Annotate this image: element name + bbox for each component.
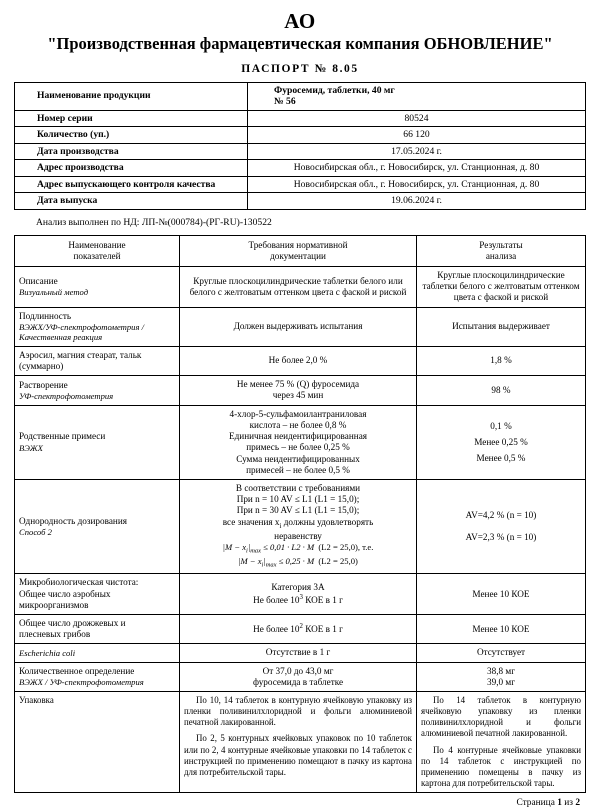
indicator-name: Упаковка xyxy=(15,692,180,793)
table-row xyxy=(15,644,586,662)
info-value: 19.06.2024 г. xyxy=(248,193,586,210)
table-header-row xyxy=(15,235,586,266)
indicator-name: Общее число дрожжевых и плесневых грибов xyxy=(15,614,180,643)
indicator-name: Микробиологическая чистота: Общее число аэробных микроорганизмов xyxy=(15,574,180,615)
info-label: Адрес выпускающего контроля качества xyxy=(15,176,248,193)
indicator-name: Escherichia coli xyxy=(15,644,180,662)
indicator-name: Родственные примеси ВЭЖХ xyxy=(15,405,180,479)
info-label: Дата производства xyxy=(15,143,248,160)
indicator-result: AV=4,2 % (n = 10) AV=2,3 % (n = 10) xyxy=(417,479,586,573)
table-row xyxy=(15,127,586,144)
column-header-requirements: Требования нормативной документации xyxy=(180,235,417,266)
indicator-result: 98 % xyxy=(417,376,586,405)
indicator-result: 1,8 % xyxy=(417,346,586,375)
company-name-title: "Производственная фармацевтическая компания ОБНОВЛЕНИЕ" xyxy=(47,34,553,54)
info-value: Фуросемид, таблетки, 40 мг № 56 xyxy=(248,82,586,110)
indicator-requirement: Не более 2,0 % xyxy=(180,346,417,375)
passport-number-title: ПАСПОРТ № 8.05 xyxy=(241,62,359,75)
table-row xyxy=(15,143,586,160)
indicator-result: Менее 10 КОЕ xyxy=(417,574,586,615)
indicator-requirement: От 37,0 до 43,0 мг фуросемида в таблетке xyxy=(180,662,417,691)
nd-reference-line: Анализ выполнен по НД: ЛП-№(000784)-(РГ-RU)-130522 xyxy=(36,216,272,228)
indicator-result: Круглые плоскоцилиндрические таблетки белого с желтоватым оттенком цвета с фаской и риской xyxy=(417,266,586,307)
table-row xyxy=(15,662,586,691)
indicator-requirement: 4-хлор-5-сульфамоилантраниловая кислота – не более 0,8 % Единичная неидентифицированная примесь – не более 0,25 % Сумма неидентифицированных примесей – не более 0,5 % xyxy=(180,405,417,479)
indicator-name: Растворение УФ-спектрофотометрия xyxy=(15,376,180,405)
indicator-result: По 14 таблеток в контурную ячейковую упаковку из пленки поливинилхлоридной и фольги алюминиевой печатной лакированной. По 4 контурные ячейковые упаковки по 14 таблеток с инструкцией по применению помещены в пачку из картона для потребительской тары. xyxy=(417,692,586,793)
indicator-result: Менее 10 КОЕ xyxy=(417,614,586,643)
info-label: Адрес производства xyxy=(15,160,248,177)
indicator-result: Отсутствует xyxy=(417,644,586,662)
table-row xyxy=(15,82,586,110)
table-row xyxy=(15,479,586,573)
indicator-requirement: В соответствии с требованиями При n = 10 AV ≤ L1 (L1 = 15,0); При n = 30 AV ≤ L1 (L1 = 15,0); все значения $х_i$ должны удовлетворять неравенству $|M - x_i|_{max} \le 0,01 \cdot L2 \cdot M$ (L2 = 25,0), т.е. $|M - x_i|_{max} \le 0,25 \cdot M$ (L2 = 25,0) xyxy=(180,479,417,573)
table-row xyxy=(15,307,586,346)
product-info-table xyxy=(14,82,586,210)
table-row xyxy=(15,614,586,643)
info-label: Наименование продукции xyxy=(15,82,248,110)
footer-middle: из xyxy=(561,798,576,808)
table-row xyxy=(15,266,586,307)
table-row xyxy=(15,376,586,405)
indicator-name: Количественное определение ВЭЖХ / УФ-спектрофотометрия xyxy=(15,662,180,691)
info-label: Количество (уп.) xyxy=(15,127,248,144)
table-row xyxy=(15,692,586,793)
analysis-results-table xyxy=(14,235,586,794)
indicator-requirement: Категория 3А Не более $10^3$ КОЕ в 1 г xyxy=(180,574,417,615)
info-value: Новосибирская обл., г. Новосибирск, ул. Станционная, д. 80 xyxy=(248,176,586,193)
table-row xyxy=(15,193,586,210)
indicator-name: Подлинность ВЭЖХ/УФ-спектрофотометрия / Качественная реакция xyxy=(15,307,180,346)
indicator-result: Испытания выдерживает xyxy=(417,307,586,346)
info-label: Дата выпуска xyxy=(15,193,248,210)
indicator-requirement: Должен выдерживать испытания xyxy=(180,307,417,346)
indicator-result: 38,8 мг 39,0 мг xyxy=(417,662,586,691)
indicator-name: Описание Визуальный метод xyxy=(15,266,180,307)
column-header-results: Результаты анализа xyxy=(417,235,586,266)
footer-current-page: 1 xyxy=(557,798,562,808)
indicator-requirement: Не менее 75 % (Q) фуросемида через 45 мин xyxy=(180,376,417,405)
indicator-requirement: Круглые плоскоцилиндрические таблетки белого или белого с желтоватым оттенком цвета с фаской и риской xyxy=(180,266,417,307)
table-row xyxy=(15,405,586,479)
table-row xyxy=(15,160,586,177)
table-row xyxy=(15,110,586,127)
indicator-name: Однородность дозирования Способ 2 xyxy=(15,479,180,573)
table-row xyxy=(15,574,586,615)
indicator-requirement: Не более $10^2$ КОЕ в 1 г xyxy=(180,614,417,643)
indicator-requirement: Отсутствие в 1 г xyxy=(180,644,417,662)
info-value: 80524 xyxy=(248,110,586,127)
indicator-result: 0,1 % Менее 0,25 % Менее 0,5 % xyxy=(417,405,586,479)
column-header-name: Наименование показателей xyxy=(15,235,180,266)
table-row xyxy=(15,176,586,193)
footer-prefix: Страница xyxy=(516,798,558,808)
info-value: 17.05.2024 г. xyxy=(248,143,586,160)
table-row xyxy=(15,346,586,375)
info-value: Новосибирская обл., г. Новосибирск, ул. Станционная, д. 80 xyxy=(248,160,586,177)
indicator-requirement: По 10, 14 таблеток в контурную ячейковую упаковку из пленки поливинилхлоридной и фольги алюминиевой печатной лакированной. По 2, 5 контурных ячейковых упаковок по 10 таблеток или по 2, 4 контурные ячейковые упаковки по 14 таблеток с инструкцией по применению помещают в пачку из картона для потребительской тары. xyxy=(180,692,417,793)
indicator-name: Аэросил, магния стеарат, тальк (суммарно) xyxy=(15,346,180,375)
company-form-title: АО xyxy=(284,9,316,33)
info-value: 66 120 xyxy=(248,127,586,144)
info-label: Номер серии xyxy=(15,110,248,127)
footer-total-pages: 2 xyxy=(575,798,580,808)
